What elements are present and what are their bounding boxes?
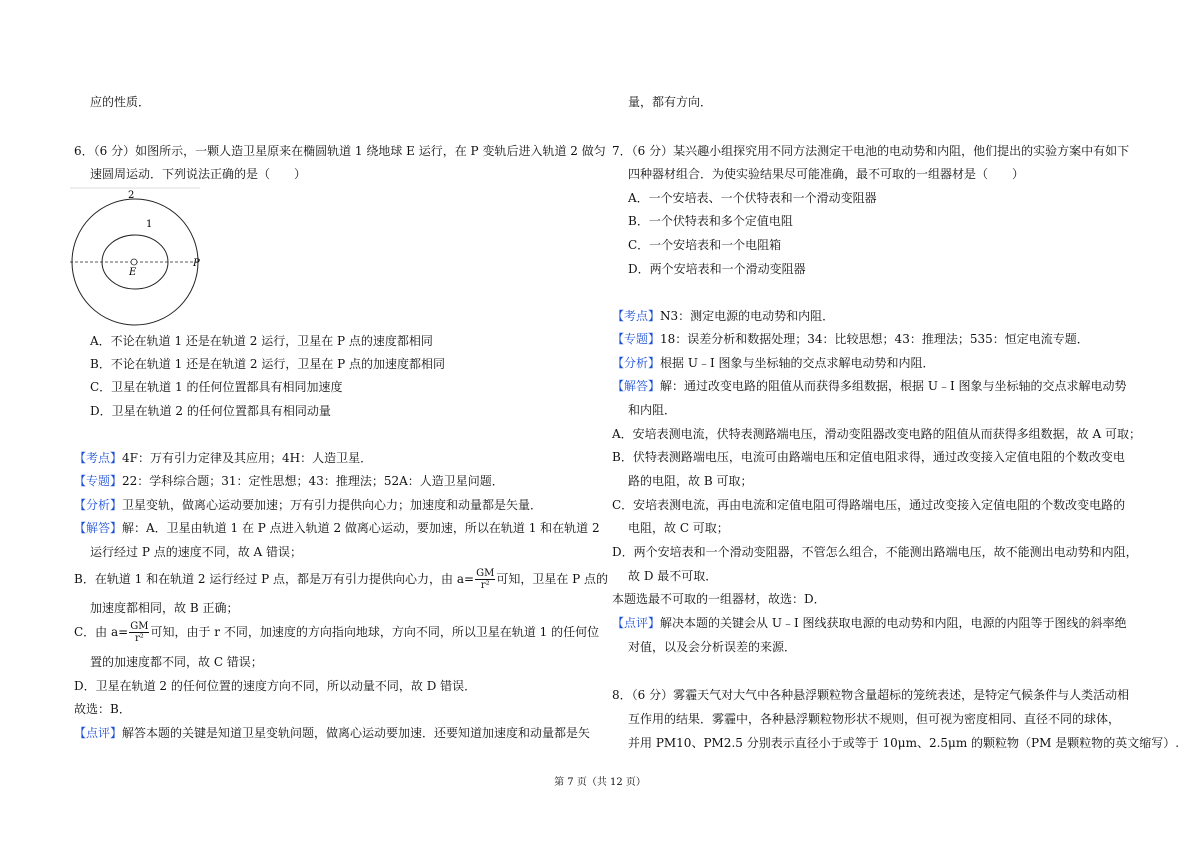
q7-dianping-line1: 【点评】解决本题的关键会从 U﹣I 图线获取电源的电动势和内阻，电源的内阻等于图线的斜率绝	[612, 616, 1127, 630]
question-6-stem-line2: 速圆周运动．下列说法正确的是（ ）	[90, 167, 307, 181]
fenxi-tag: 【分析】	[74, 498, 123, 512]
q6-option-c: C．卫星在轨道 1 的任何位置都具有相同加速度	[90, 380, 343, 394]
point-label-P: P	[193, 258, 200, 269]
left-continuation: 应的性质．	[90, 95, 151, 109]
question-8-stem-line3: 并用 PM10、PM2.5 分别表示直径小于或等于 10μm、2.5μm 的颗粒物（PM 是颗粒物的英文缩写）.	[628, 736, 1180, 750]
q7-jieda-c-line1: C．安培表测电流，再由电流和定值电阻可得路端电压，通过改变接入定值电阻的个数改变电路的	[612, 498, 1126, 512]
q7-jieda-b-line2: 路的电阻，故 B 可取；	[628, 474, 753, 488]
earth-label-E: E	[129, 267, 137, 278]
q7-jieda-c-line2: 电阻，故 C 可取；	[628, 521, 729, 535]
q6-jieda-d: D．卫星在轨道 2 的任何位置的速度方向不同，所以动量不同，故 D 错误．	[74, 679, 477, 693]
right-continuation: 量，都有方向．	[628, 95, 713, 109]
dianping-tag: 【点评】	[74, 726, 123, 740]
q7-kaodian: 【考点】N3：测定电源的电动势和内阻．	[612, 309, 835, 323]
q7-jieda-a: A．安培表测电流，伏特表测路端电压，滑动变阻器改变电路的阻值从而获得多组数据，故 A 可取；	[612, 427, 1141, 441]
q6-option-b: B．不论在轨道 1 还是在轨道 2 运行，卫星在 P 点的加速度都相同	[90, 357, 446, 371]
orbit-label-1: 1	[146, 219, 153, 230]
q6-kaodian: 【考点】4F：万有引力定律及其应用；4H：人造卫星．	[74, 451, 373, 465]
gm-over-r2-fraction: $\frac{GM}{\text{r²}}$	[476, 568, 495, 591]
kaodian-tag: 【考点】	[74, 451, 123, 465]
q6-jieda-b-line1: B．在轨道 1 和在轨道 2 运行经过 P 点，都是万有引力提供向心力，由 a= $\frac{GM}{\text{r²}}$ 可知，卫星在 P 点的	[74, 568, 609, 591]
q6-jieda-line1: 【解答】解：A．卫星由轨道 1 在 P 点进入轨道 2 做离心运动，要加速，所以在轨道 1 和在轨道 2	[74, 521, 600, 535]
q6-option-d: D．卫星在轨道 2 的任何位置都具有相同动量	[90, 404, 331, 418]
gm-over-r2-fraction-2: $\frac{GM}{\text{r²}}$	[130, 621, 149, 644]
q7-jieda-d-line1: D．两个安培表和一个滑动变阻器，不管怎么组合，不能测出路端电压，故不能测出电动势和内阻，	[612, 545, 1138, 559]
q7-jieda-b-line1: B．伏特表测路端电压，电流可由路端电压和定值电阻求得，通过改变接入定值电阻的个数改变电	[612, 450, 1125, 464]
page-footer: 第 7 页（共 12 页）	[554, 777, 646, 788]
question-7-stem-line2: 四种器材组合．为使实验结果尽可能准确，最不可取的一组器材是（ ）	[628, 167, 1025, 181]
q6-jieda-c-line2: 置的加速度都不同，故 C 错误；	[90, 655, 263, 669]
q7-option-a: A．一个安培表、一个伏特表和一个滑动变阻器	[628, 191, 877, 205]
zhuanti-tag: 【专题】	[74, 474, 123, 488]
q7-option-c: C．一个安培表和一个电阻箱	[628, 238, 782, 252]
question-8-stem-line2: 互作用的结果．雾霾中，各种悬浮颗粒物形状不规则，但可视为密度相同、直径不同的球体，	[628, 712, 1121, 726]
question-6-stem-line1: 6．（6 分）如图所示，一颗人造卫星原来在椭圆轨道 1 绕地球 E 运行，在 P 变轨后进入轨道 2 做匀	[74, 144, 606, 158]
orbit-figure	[70, 186, 210, 326]
q6-jieda-c-line1: C．由 a= $\frac{GM}{\text{r²}}$ 可知，由于 r 不同，加速度的方向指向地球，方向不同，所以卫星在轨道 1 的任何位	[74, 621, 600, 644]
q6-jieda-b-line2: 加速度都相同，故 B 正确；	[90, 601, 239, 615]
q7-dianping-line2: 对值，以及会分析误差的来源．	[628, 640, 797, 654]
question-8-stem-line1: 8．（6 分）雾霾天气对大气中各种悬浮颗粒物含量超标的笼统表述，是特定气候条件与人类活动相	[612, 688, 1130, 702]
question-7-stem-line1: 7．（6 分）某兴趣小组探究用不同方法测定干电池的电动势和内阻，他们提出的实验方案中有如下	[612, 144, 1130, 158]
q6-dianping: 【点评】解答本题的关键是知道卫星变轨问题，做离心运动要加速．还要知道加速度和动量都是矢	[74, 726, 591, 740]
q6-fenxi: 【分析】卫星变轨，做离心运动要加速；万有引力提供向心力；加速度和动量都是矢量．	[74, 498, 543, 512]
q7-jieda-line2: 和内阻．	[628, 403, 677, 417]
q7-answer: 本题选最不可取的一组器材，故选：D．	[612, 592, 826, 606]
q6-option-a: A．不论在轨道 1 还是在轨道 2 运行，卫星在 P 点的速度都相同	[90, 334, 433, 348]
q7-zhuanti: 【专题】18：误差分析和数据处理；34：比较思想；43：推理法；535：恒定电流专题．	[612, 332, 1089, 346]
q7-jieda-d-line2: 故 D 最不可取．	[628, 569, 718, 583]
jieda-tag: 【解答】	[74, 521, 123, 535]
q6-answer: 故选：B．	[74, 702, 131, 716]
q6-zhuanti: 【专题】22：学科综合题；31：定性思想；43：推理法；52A：人造卫星问题．	[74, 474, 504, 488]
q7-jieda-line1: 【解答】解：通过改变电路的阻值从而获得多组数据，根据 U﹣I 图象与坐标轴的交点求解电动势	[612, 379, 1127, 393]
orbit-label-2: 2	[128, 190, 135, 201]
q7-option-b: B．一个伏特表和多个定值电阻	[628, 214, 793, 228]
q6-jieda-line2: 运行经过 P 点的速度不同，故 A 错误；	[90, 545, 302, 559]
q7-option-d: D．两个安培表和一个滑动变阻器	[628, 262, 806, 276]
q7-fenxi: 【分析】根据 U﹣I 图象与坐标轴的交点求解电动势和内阻．	[612, 356, 935, 370]
